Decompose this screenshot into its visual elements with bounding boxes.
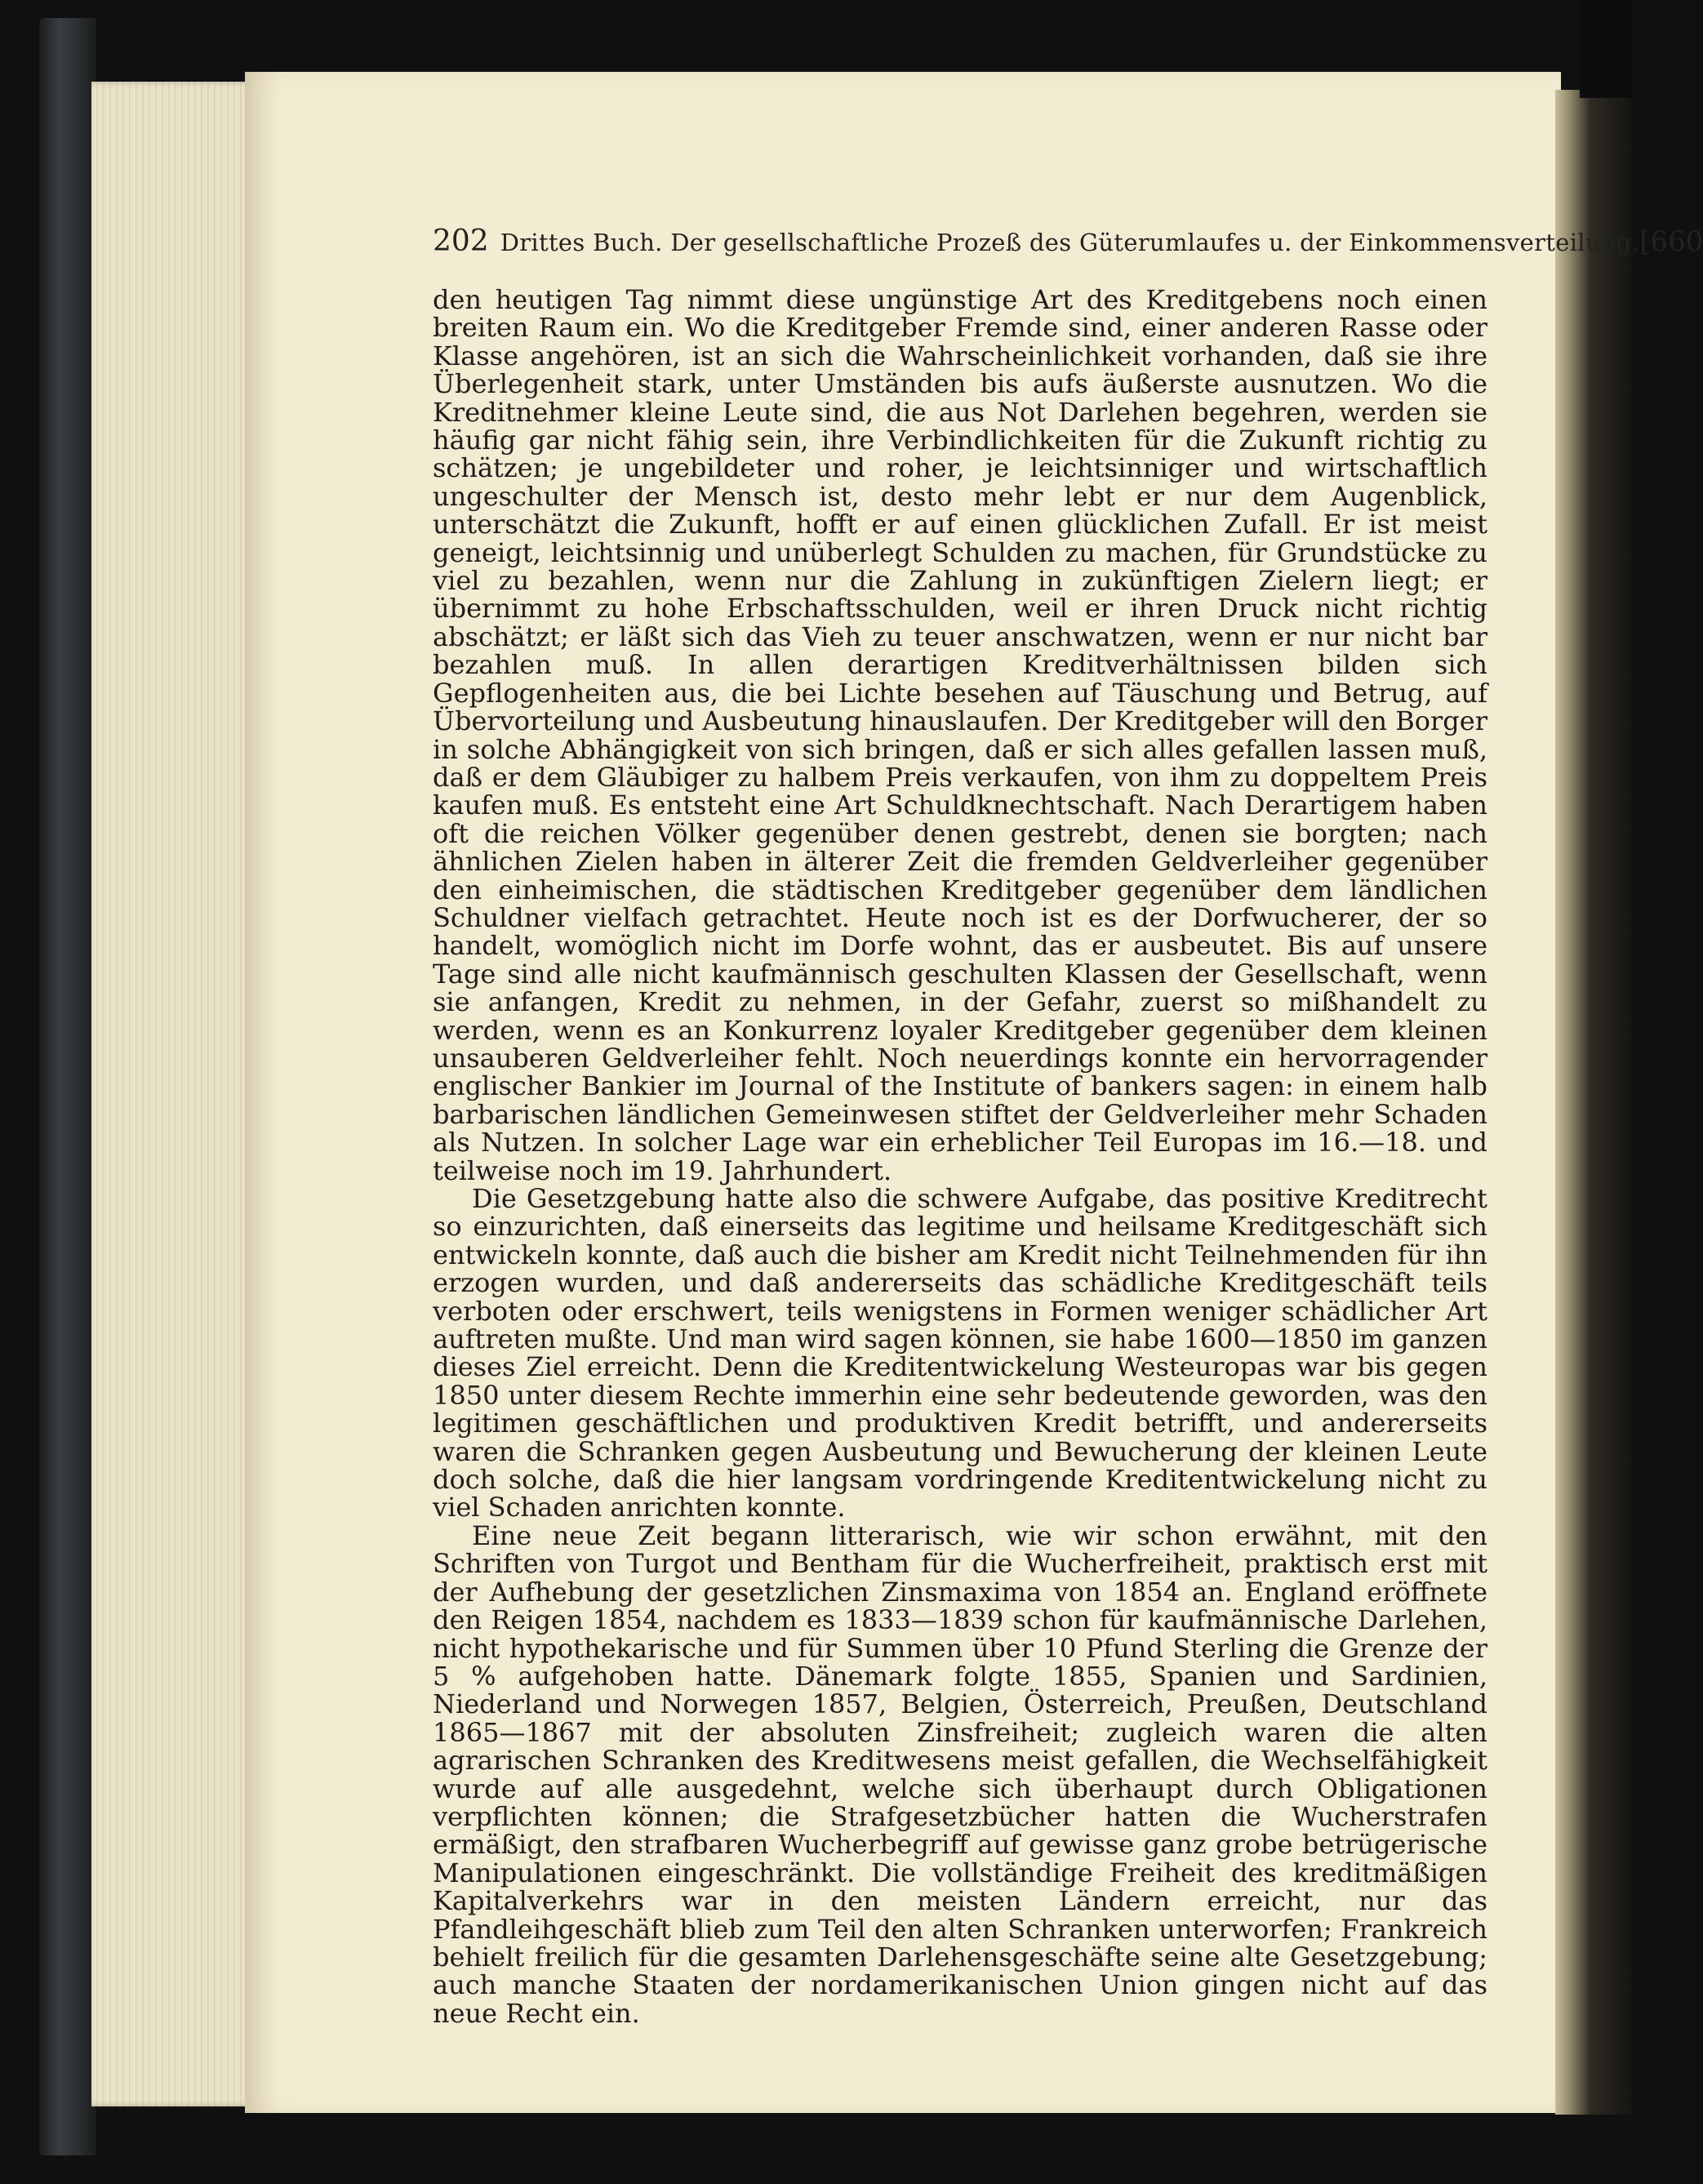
paragraph: Eine neue Zeit begann litterarisch, wie wir schon erwähnt, mit den Schriften von Turgot und Bentham für die Wucherfreiheit, praktisch erst mit der Aufhebung der gesetzlichen Zinsmaxima von 1854 an. England eröffnete den Reigen 1854, nachdem es 1833—1839 schon für kaufmännische Darlehen, nicht hypothekarische und für Summen über 10 Pfund Sterling die Grenze der 5 % aufgehoben hatte. Dänemark folgte 1855, Spanien und Sardinien, Niederland und Norwegen 1857, Belgien, Österreich, Preußen, Deutschland 1865—1867 mit der absoluten Zinsfreiheit; zugleich waren die alten agrarischen Schranken des Kreditwesens meist gefallen, die Wechselfähigkeit wurde auf alle ausgedehnt, welche sich überhaupt durch Obligationen verpflichten können; die Strafgesetzbücher hatten die Wucherstrafen ermäßigt, den strafbaren Wucherbegriff auf gewisse ganz grobe betrügerische Manipulationen eingeschränkt. Die vollständige Freiheit des kreditmäßigen Kapitalverkehrs war in den meisten Ländern erreicht, nur das Pfandleihgeschäft blieb zum Teil den alten Schranken unterworfen; Frankreich behielt freilich für die gesamten Darlehensgeschäfte seine alte Gesetzgebung; auch manche Staaten der nordamerikanischen Union gingen nicht auf das neue Recht ein. — [433, 1519, 1487, 2029]
scan-border — [1580, 0, 1633, 98]
section-reference: [660 — [1639, 225, 1703, 258]
running-title: Drittes Buch. Der gesellschaftliche Prozeß des Güterumlaufes u. der Einkommensverteilung. — [500, 229, 1640, 256]
paragraph: Die Gesetzgebung hatte also die schwere Aufgabe, das positive Kreditrecht so einzurichten, daß einerseits das legitime und heilsame Kreditgeschäft sich entwickeln konnte, daß auch die bisher am Kredit nicht Teilnehmenden für ihn erzogen wurden, und daß andererseits das schädliche Kreditgeschäft teils verboten oder erschwert, teils wenigstens in Formen weniger schädlicher Art auftreten mußte. Und man wird sagen können, sie habe 1600—1850 im ganzen dieses Ziel erreicht. Denn die Kreditentwickelung Westeuropas war bis gegen 1850 unter diesem Rechte immerhin eine sehr bedeutende geworden, was den legitimen geschäftlichen und produktiven Kredit betrifft, und andererseits waren die Schranken gegen Ausbeutung und Bewucherung der kleinen Leute doch solche, daß die hier langsam vordringende Kreditentwickelung nicht zu viel Schaden anrichten konnte. — [433, 1183, 1487, 1523]
page-edges — [91, 82, 255, 2106]
page-header — [433, 225, 1703, 258]
book-cover-right — [1555, 90, 1633, 2115]
paragraph: den heutigen Tag nimmt diese ungünstige Art des Kreditgebens noch einen breiten Raum ein. Wo die Kreditgeber Fremde sind, einer anderen Rasse oder Klasse angehören, ist an sich die Wahrscheinlichkeit vorhanden, daß sie ihre Überlegenheit stark, unter Umständen bis aufs äußerste ausnutzen. Wo die Kreditnehmer kleine Leute sind, die aus Not Darlehen begehren, werden sie häufig gar nicht fähig sein, ihre Verbindlichkeiten für die Zukunft richtig zu schätzen; je ungebildeter und roher, je leichtsinniger und wirtschaftlich ungeschulter der Mensch ist, desto mehr lebt er nur dem Augenblick, unterschätzt die Zukunft, hofft er auf einen glücklichen Zufall. Er ist meist geneigt, leichtsinnig und unüberlegt Schulden zu machen, für Grundstücke zu viel zu bezahlen, wenn nur die Zahlung in zukünftigen Zielern liegt; er übernimmt zu hohe Erbschaftsschulden, weil er ihren Druck nicht richtig abschätzt; er läßt sich das Vieh zu teuer anschwatzen, wenn er nur nicht bar bezahlen muß. In allen derartigen Kreditverhältnissen bilden sich Gepflogenheiten aus, die bei Lichte besehen auf Täuschung und Betrug, auf Übervorteilung und Ausbeutung hinauslaufen. Der Kreditgeber will den Borger in solche Abhängigkeit von sich bringen, daß er sich alles gefallen lassen muß, daß er dem Gläubiger zu halbem Preis verkaufen, von ihm zu doppeltem Preis kaufen muß. Es entsteht eine Art Schuldknechtschaft. Nach Derartigem haben oft die reichen Völker gegenüber denen gestrebt, denen sie borgten; nach ähnlichen Zielen haben in älterer Zeit die fremden Geldverleiher gegenüber den einheimischen, die städtischen Kreditgeber gegenüber dem ländlichen Schuldner vielfach getrachtet. Heute noch ist es der Dorfwucherer, der so handelt, womöglich nicht im Dorfe wohnt, das er ausbeutet. Bis auf unsere Tage sind alle nicht kaufmännisch geschulten Klassen der Gesellschaft, wenn sie anfangen, Kredit zu nehmen, in der Gefahr, zuerst so mißhandelt zu werden, wenn es an Konkurrenz loyaler Kreditgeber gegenüber dem kleinen unsauberen Geldverleiher fehlt. Noch neuerdings konnte ein hervorragender englischer Bankier im Journal of the Institute of bankers sagen: in einem halb barbarischen ländlichen Gemeinwesen stiftet der Geldverleiher mehr Schaden als Nutzen. In solcher Lage war ein erheblicher Teil Europas im 16.—18. und teilweise noch im 19. Jahrhundert. — [433, 284, 1487, 1186]
page-number: 202 — [433, 225, 489, 258]
body-text — [433, 286, 1487, 2027]
book-cover-left — [39, 18, 96, 2155]
